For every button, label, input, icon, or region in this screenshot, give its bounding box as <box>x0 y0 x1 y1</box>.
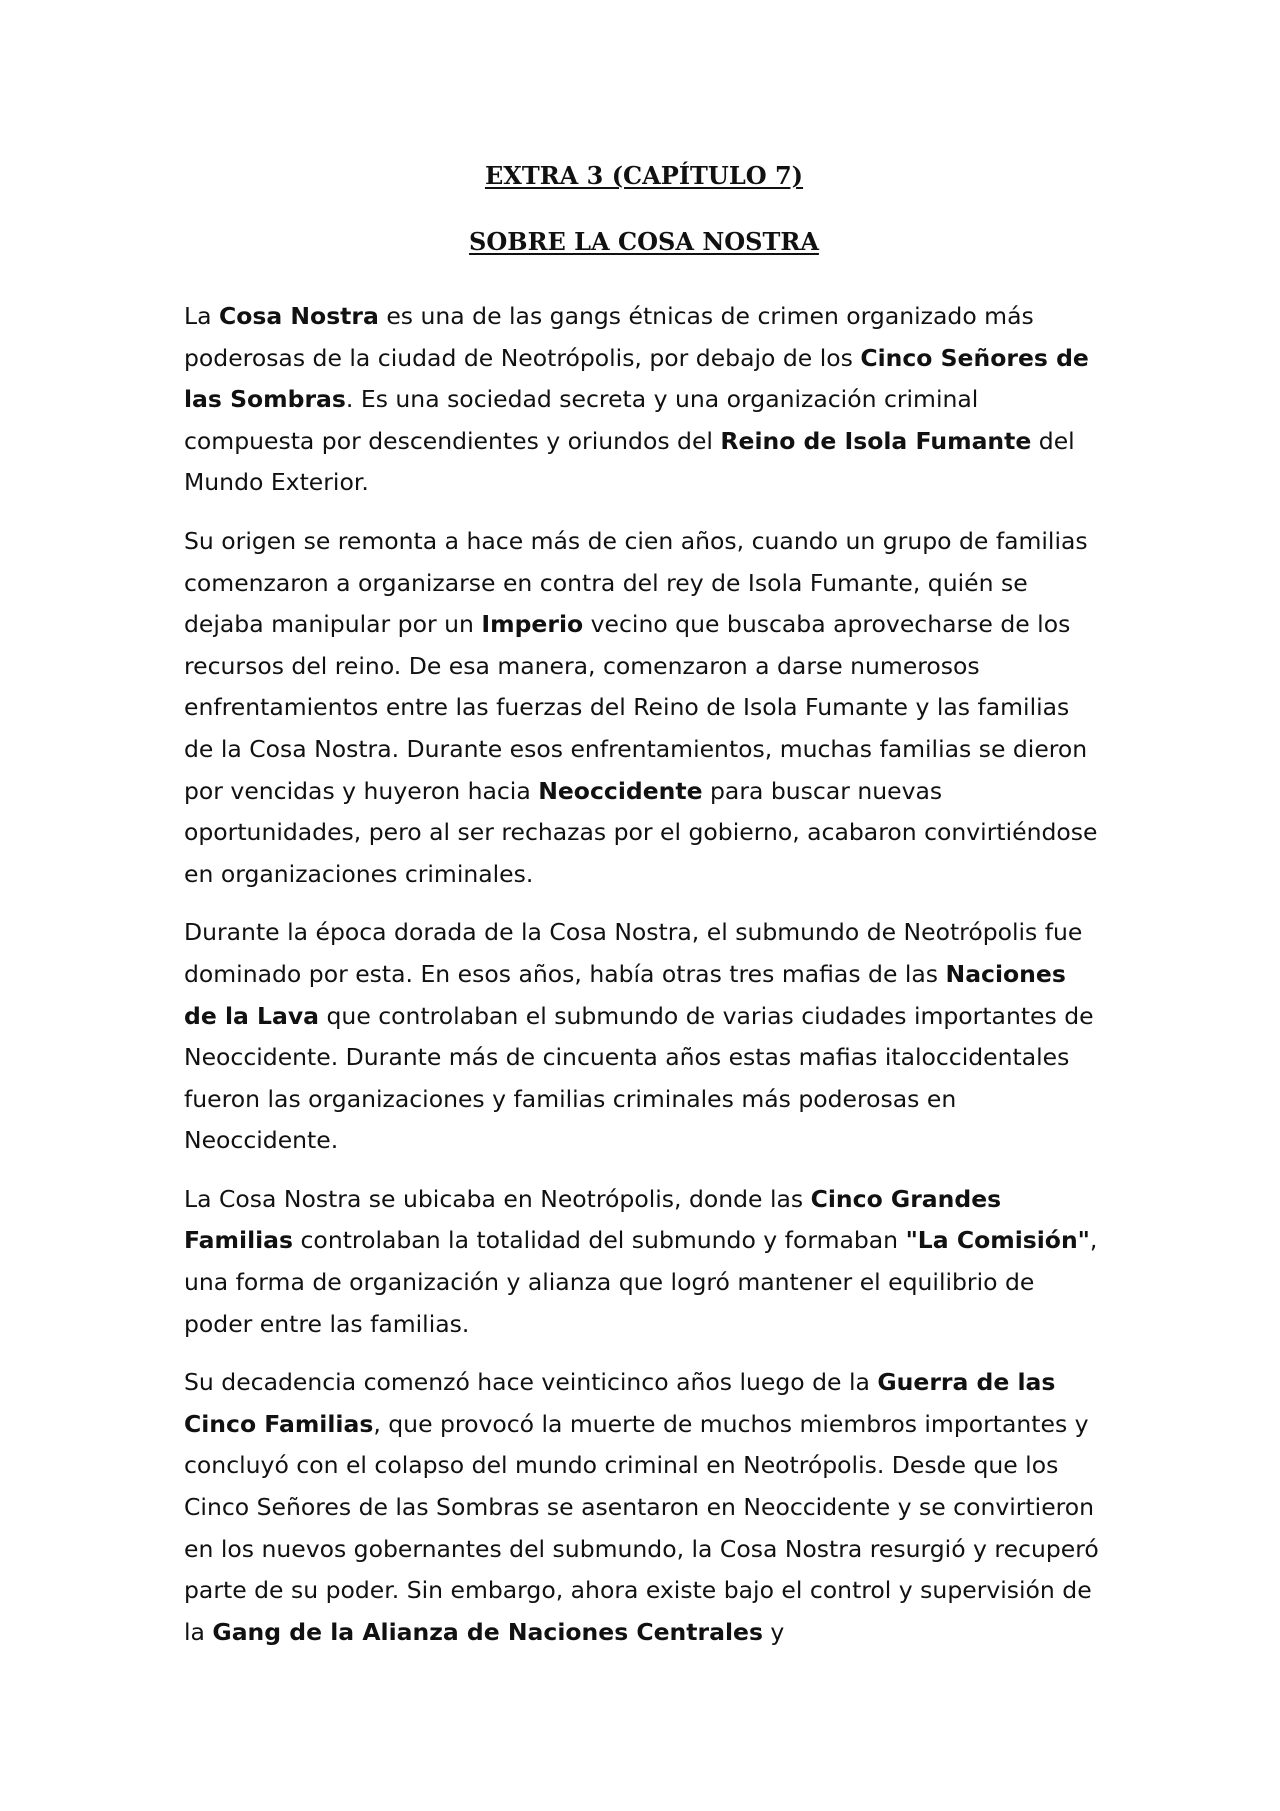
bold-term: Imperio <box>481 610 584 639</box>
bold-term: Guerra de las Cinco Familias <box>184 1368 1056 1438</box>
text-run: La <box>184 302 219 330</box>
bold-term: Cinco Señores de las Sombras <box>184 343 1089 414</box>
text-run: para buscar nuevas oportunidades, pero al ser rechazas por el gobierno, acabaron convirtiéndose en organizaciones criminales. <box>184 776 1098 888</box>
text-run: Su origen se remonta a hace más de cien años, cuando un grupo de familias comenzaron a organizarse en contra del rey de Isola Fumante, quién se dejaba manipular por un <box>184 526 1088 639</box>
bold-term: Gang de la Alianza de Naciones Centrales <box>212 1617 763 1646</box>
bold-term: Naciones de la Lava <box>184 959 1066 1030</box>
paragraph-2 <box>184 521 1104 895</box>
bold-term: "La Comisión" <box>905 1226 1090 1255</box>
text-run: Su decadencia comenzó hace veinticinco años luego de la <box>184 1368 878 1397</box>
text-run: vecino que buscaba aprovecharse de los recursos del reino. De esa manera, comenzaron a darse numerosos enfrentamientos entre las fuerzas del Reino de Isola Fumante y las familias de la Cosa Nostra. Durante esos enfrentamientos, muchas familias se dieron por vencidas y huyeron hacia <box>184 610 1088 805</box>
paragraph-5 <box>184 1362 1104 1653</box>
paragraph-4 <box>184 1179 1104 1345</box>
text-run: controlaban la totalidad del submundo y formaban <box>293 1226 906 1255</box>
text-run: que controlaban el submundo de varias ciudades importantes de Neoccidente. Durante más de cincuenta años estas mafias italoccidentales fueron las organizaciones y familias criminales más poderosas en Neoccidente. <box>184 1001 1094 1155</box>
document-page <box>184 160 1104 1670</box>
text-run: y <box>762 1617 785 1646</box>
text-run: es una de las gangs étnicas de crimen organizado más poderosas de la ciudad de Neotrópolis, por debajo de los <box>184 302 1034 372</box>
text-run: , una forma de organización y alianza que logró mantener el equilibrio de poder entre las familias. <box>184 1226 1098 1338</box>
bold-term: Reino de Isola Fumante <box>720 426 1032 455</box>
document-title: EXTRA 3 (CAPÍTULO 7) <box>484 161 804 190</box>
bold-term: Cinco Grandes Familias <box>184 1184 1002 1255</box>
text-run: La Cosa Nostra se ubicaba en Neotrópolis, donde las <box>184 1184 811 1213</box>
document-subtitle: SOBRE LA COSA NOSTRA <box>469 227 819 256</box>
paragraph-3 <box>184 912 1104 1162</box>
text-run: del Mundo Exterior. <box>184 426 1075 497</box>
paragraph-1 <box>184 296 1104 504</box>
text-run: , que provocó la muerte de muchos miembros importantes y concluyó con el colapso del mundo criminal en Neotrópolis. Desde que los Cinco Señores de las Sombras se asentaron en Neoccidente y se convirtieron en los nuevos gobernantes del submundo, la Cosa Nostra resurgió y recuperó parte de su poder. Sin embargo, ahora existe bajo el control y supervisión de la <box>184 1409 1099 1646</box>
text-run: Durante la época dorada de la Cosa Nostra, el submundo de Neotrópolis fue dominado por esta. En esos años, había otras tres mafias de las <box>184 918 1083 988</box>
bold-term: Neoccidente <box>538 776 703 805</box>
text-run: . Es una sociedad secreta y una organización criminal compuesta por descendientes y oriundos del <box>184 385 979 455</box>
bold-term: Cosa Nostra <box>218 302 379 330</box>
